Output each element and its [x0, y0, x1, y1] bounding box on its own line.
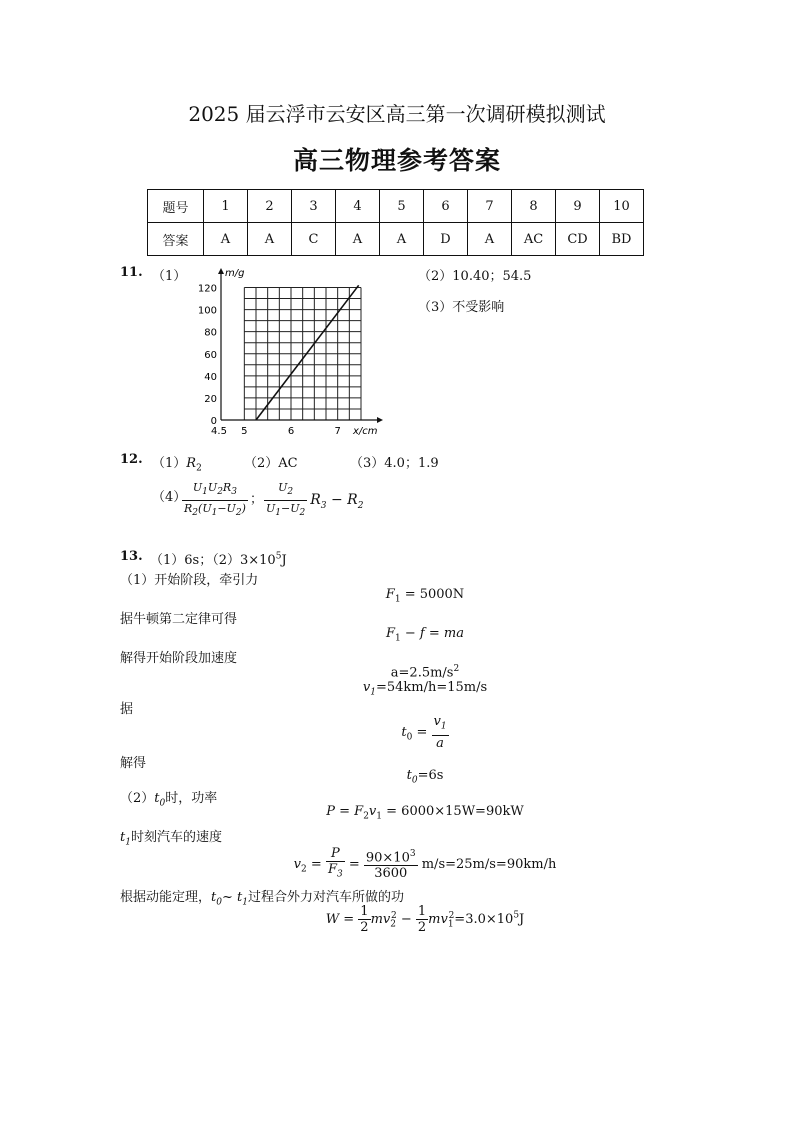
question-number-cell: 5 — [380, 190, 424, 223]
answer-cell: AC — [512, 223, 556, 256]
q12-part1-answer: R — [186, 456, 197, 471]
answer-cell: C — [292, 223, 336, 256]
question-number-cell: 6 — [424, 190, 468, 223]
chart-x-axis-label: x/cm — [353, 426, 378, 437]
q13-eq4-symbol: v — [362, 680, 371, 695]
answer-cell: A — [248, 223, 292, 256]
chart-series — [256, 285, 359, 420]
y-axis-arrow — [218, 268, 224, 274]
q13-eq-v2: $v_2$ = $\frac{P}{F_3}$ = $\frac{90\times 10^3}{3600}$ m/s=25m/s=90km/h — [293, 846, 557, 882]
question-number-cell: 2 — [248, 190, 292, 223]
q13-l8-text: 过程合外力对汽车所做的功 — [247, 890, 404, 905]
y-tick-label: 120 — [197, 283, 217, 295]
q13-eq-acceleration: $a=2.5m/s^2$ — [390, 664, 460, 681]
q13-eq8-den: 3600 — [374, 866, 408, 882]
y-tick-label: 20 — [204, 393, 217, 405]
q12-number: 12. — [120, 452, 143, 467]
x-tick-label: 6 — [287, 426, 295, 437]
q13-eq8-text: m/s=25m/s=90km/h — [421, 856, 557, 872]
q11-part2: （2）10.40；54.5 — [418, 269, 532, 284]
answer-cell: A — [336, 223, 380, 256]
q13-summary-exp: 5 — [275, 551, 282, 562]
q13-eq6-text: =6s — [417, 768, 444, 783]
table-header-cell: 答案 — [148, 223, 204, 256]
q12-separator: ； — [250, 492, 264, 507]
q13-summary-unit: J — [281, 553, 287, 568]
y-tick-label: 0 — [210, 416, 217, 427]
q13-line-jiede: 解得 — [120, 756, 147, 771]
q12-formula-2: $\frac{U_2}{U_1-U_2}$ $R_3 - R_2$ — [266, 481, 364, 519]
x-tick-label: 4.5 — [211, 426, 227, 437]
q13-line-traction: （1）开始阶段，牵引力 — [120, 573, 259, 588]
y-tick-label: 40 — [204, 371, 217, 383]
q13-l8-label: 根据动能定理， — [120, 890, 212, 905]
q12-part1-sub: 2 — [196, 463, 202, 474]
q13-eq9-text: =3.0×10 — [454, 912, 514, 927]
table-row-numbers — [148, 190, 644, 223]
q13-l6-text: 时，功率 — [165, 791, 218, 806]
answer-cell: D — [424, 223, 468, 256]
x-tick-label: 5 — [241, 426, 248, 437]
question-number-cell: 10 — [600, 190, 644, 223]
mass-extension-chart — [195, 262, 385, 442]
q11-number: 11. — [120, 265, 143, 280]
answer-cell: A — [380, 223, 424, 256]
q13-l6-label: （2） — [120, 791, 155, 806]
q12-part1-label: （1） — [152, 456, 187, 471]
q13-eq-velocity1: $v_1=54km/h=15m/s$ — [362, 680, 488, 698]
x-tick-label: 7 — [334, 426, 341, 437]
q13-eq7-text: = 6000×15W=90kW — [382, 804, 524, 819]
exam-title: 2025 届云浮市云安区高三第一次调研模拟测试 — [188, 102, 606, 126]
question-number-cell: 8 — [512, 190, 556, 223]
q13-number: 13. — [120, 549, 143, 564]
q12-part4-label: （4） — [152, 490, 187, 505]
chart-axes — [218, 268, 383, 423]
q13-eq6-symbol: t — [406, 768, 412, 783]
x-axis-arrow — [377, 417, 383, 423]
answer-cell: CD — [556, 223, 600, 256]
q13-eq4-text: =54km/h=15m/s — [375, 680, 488, 695]
q12-part2: （2）AC — [244, 456, 298, 471]
q13-line-newton: 据牛顿第二定律可得 — [120, 612, 238, 627]
question-number-cell: 3 — [292, 190, 336, 223]
question-number-cell: 1 — [204, 190, 248, 223]
q13-eq3-text: a=2.5m/s — [390, 665, 454, 681]
q13-eq7-lhs: P = F — [326, 804, 364, 819]
answer-cell: A — [468, 223, 512, 256]
q12-part1 — [152, 452, 202, 474]
q13-eq-traction-force: $F_1 = 5000N$ — [385, 587, 465, 605]
table-header-cell: 题号 — [148, 190, 204, 223]
answer-cell: BD — [600, 223, 644, 256]
q13-summary — [150, 549, 287, 568]
q13-eq9-unit: J — [519, 912, 525, 927]
q13-eq2-text: − f = ma — [404, 626, 464, 641]
answer-cell: A — [204, 223, 248, 256]
q13-eq-power: $P = F_2v_1 = 6000\times 15W=90kW$ — [326, 804, 524, 822]
q13-line-kinetic: 根据动能定理，$t_0\sim$ $t_1$过程合外力对汽车所做的功 — [120, 890, 404, 908]
q13-eq-time: $t_0$ = $\frac{v_1}{a}$ — [401, 714, 447, 751]
q13-eq-t0: $t_0=6s$ — [406, 768, 444, 786]
q11-part1: （1） — [152, 269, 187, 284]
q13-eq-work: W = $\frac{1}{2}$ $mv_2^2$ − $\frac{1}{2}$ $mv_1^2=3.0\times 10^5J$ — [325, 904, 525, 935]
q13-line-ju: 据 — [120, 702, 134, 717]
table-row-answers — [148, 223, 644, 256]
question-number-cell: 4 — [336, 190, 380, 223]
q13-line-power: $(2)t_0$时，功率 — [120, 791, 218, 809]
q13-eq-newton: $F_1 - f$ = ma — [386, 626, 464, 644]
q12-formula-1: $\frac{U_1U_2R_3}{R_2(U_1-U_2)}$ — [184, 481, 246, 519]
q13-l7-text: 时刻汽车的速度 — [130, 830, 222, 845]
data-line — [256, 285, 359, 420]
answer-key-title: 高三物理参考答案 — [292, 146, 501, 175]
y-tick-label: 80 — [204, 327, 217, 339]
chart-y-axis-label: m/g — [225, 268, 245, 279]
question-number-cell: 7 — [468, 190, 512, 223]
y-tick-label: 60 — [204, 349, 217, 361]
q12-part3: （3）4.0；1.9 — [350, 456, 439, 471]
q13-line-speed: $t_1$时刻汽车的速度 — [120, 830, 222, 848]
answer-table — [147, 189, 644, 256]
chart-grid — [244, 288, 361, 420]
chart-tick-labels — [198, 284, 341, 437]
q13-summary-text: （1）6s；（2）3×10 — [150, 553, 276, 568]
q13-eq1-text: = 5000N — [404, 587, 465, 602]
q13-eq5-symbol: t — [401, 724, 407, 740]
q13-line-acceleration: 解得开始阶段加速度 — [120, 651, 238, 666]
q11-part3: （3）不受影响 — [418, 300, 505, 315]
question-number-cell: 9 — [556, 190, 600, 223]
q13-eq8-num: 90×10 — [365, 850, 410, 866]
y-tick-label: 100 — [197, 305, 217, 317]
